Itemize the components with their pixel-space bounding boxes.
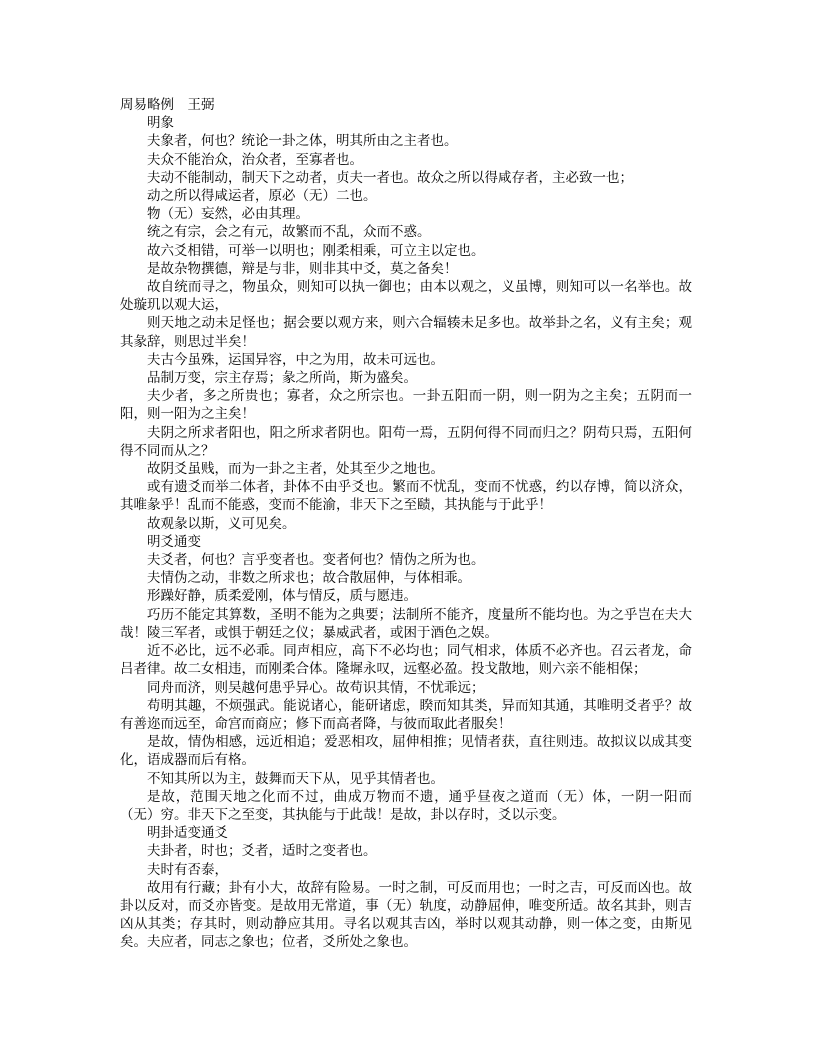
paragraph: 不知其所以为主，鼓舞而天下从，见乎其情者也。 xyxy=(147,770,444,787)
paragraph: 故六爻相错，可举一以明也；刚柔相乘，可立主以定也。 xyxy=(147,242,485,259)
paragraph: 苟明其趣，不烦强武。能说诸心，能研诸虑，睽而知其类，异而知其通，其唯明爻者乎？故有善迩而远至，命宫而商应；修下而高者降，与彼而取此者服矣！ xyxy=(120,697,692,732)
paragraph: 夫众不能治众，治众者，至寡者也。 xyxy=(147,151,363,168)
paragraph: 近不必比，远不必乖。同声相应，高下不必均也；同气相求，体质不必齐也。召云者龙，命吕者律。故二女相违，而刚柔合体。隆墀永叹，远壑必盈。投戈散地，则六亲不能相保； xyxy=(120,643,692,678)
paragraph: 夫阴之所求者阳也，阳之所求者阴也。阳苟一焉，五阴何得不同而归之？阴苟只焉，五阳何得不同而从之？ xyxy=(120,424,692,459)
paragraph: 或有遗爻而举二体者，卦体不由乎爻也。繁而不忧乱，变而不忧惑，约以存博，简以济众，其唯彖乎！乱而不能惑，变而不能渝，非天下之至赜，其执能与于此乎！ xyxy=(120,479,692,514)
paragraph: 动之所以得咸运者，原必（无）二也。 xyxy=(147,188,377,205)
paragraph: 夫时有否泰， xyxy=(147,861,228,878)
paragraph: 夫爻者，何也？言乎变者也。变者何也？情伪之所为也。 xyxy=(147,552,485,569)
paragraph: 同舟而济，则吴越何患乎异心。故苟识其情，不忧乖远； xyxy=(147,679,485,696)
paragraph: 是故杂物撰德，辩是与非，则非其中爻，莫之备矣！ xyxy=(147,260,458,277)
paragraph: 故观彖以斯，义可见矣。 xyxy=(147,515,296,532)
section-ming-yao-tong-bian xyxy=(120,533,692,824)
section-heading: 明卦适变通爻 xyxy=(147,825,228,842)
document-page xyxy=(120,96,692,952)
paragraph: 夫情伪之动，非数之所求也；故合散屈伸，与体相乖。 xyxy=(147,570,471,587)
document-title: 周易略例 王弼 xyxy=(120,97,215,113)
section-heading: 明象 xyxy=(147,115,174,132)
paragraph: 夫古今虽殊，运国异容，中之为用，故未可远也。 xyxy=(147,351,444,368)
paragraph: 统之有宗，会之有元，故繁而不乱，众而不惑。 xyxy=(147,224,431,241)
paragraph: 夫动不能制动，制天下之动者，贞夫一者也。故众之所以得咸存者，主必致一也； xyxy=(147,169,633,186)
paragraph: 夫象者，何也？统论一卦之体，明其所由之主者也。 xyxy=(147,133,458,150)
paragraph: 夫少者，多之所贵也；寡者，众之所宗也。一卦五阳而一阴，则一阴为之主矣；五阴而一阳，则一阳为之主矣！ xyxy=(120,388,692,423)
paragraph: 形躁好静，质柔爱刚，体与情反，质与愿违。 xyxy=(147,588,417,605)
paragraph: 则天地之动未足怪也；据会要以观方来，则六合辐辏未足多也。故举卦之名，义有主矣；观其彖辞，则思过半矣！ xyxy=(120,315,692,350)
section-ming-xiang xyxy=(120,114,692,533)
section-ming-gua-shi-bian-tong-yao xyxy=(120,824,692,951)
paragraph: 故阴爻虽贱，而为一卦之主者，处其至少之地也。 xyxy=(147,461,444,478)
paragraph: 故自统而寻之，物虽众，则知可以执一御也；由本以观之，义虽博，则知可以一名举也。故处璇玑以观大运， xyxy=(120,279,692,314)
paragraph: 是故，情伪相感，远近相追；爱恶相攻，屈伸相推；见情者获，直往则违。故拟议以成其变化，语成器而后有格。 xyxy=(120,734,692,769)
paragraph: 是故，范围天地之化而不过，曲成万物而不遗，通乎昼夜之道而（无）体，一阴一阳而（无）穷。非天下之至变，其执能与于此哉！是故，卦以存时，爻以示变。 xyxy=(120,788,692,823)
paragraph: 巧历不能定其算数，圣明不能为之典要；法制所不能齐，度量所不能均也。为之乎岂在夫大哉！陵三军者，或惧于朝廷之仪；暴威武者，或困于酒色之娱。 xyxy=(120,606,692,641)
paragraph: 故用有行藏；卦有小大，故辞有险易。一时之制，可反而用也；一时之吉，可反而凶也。故卦以反对，而爻亦皆变。是故用无常道，事（无）轨度，动静屈伸，唯变所适。故名其卦，则吉凶从其类；存其时，则动静应其用。寻名以观其吉凶，举时以观其动静，则一体之变，由斯见矣。夫应者，同志之象也；位者，爻所处之象也。 xyxy=(120,879,692,951)
paragraph: 夫卦者，时也；爻者，适时之变者也。 xyxy=(147,843,377,860)
paragraph: 品制万变，宗主存焉；彖之所尚，斯为盛矣。 xyxy=(147,370,417,387)
section-heading: 明爻通变 xyxy=(147,533,201,550)
paragraph: 物（无）妄然，必由其理。 xyxy=(147,206,309,223)
